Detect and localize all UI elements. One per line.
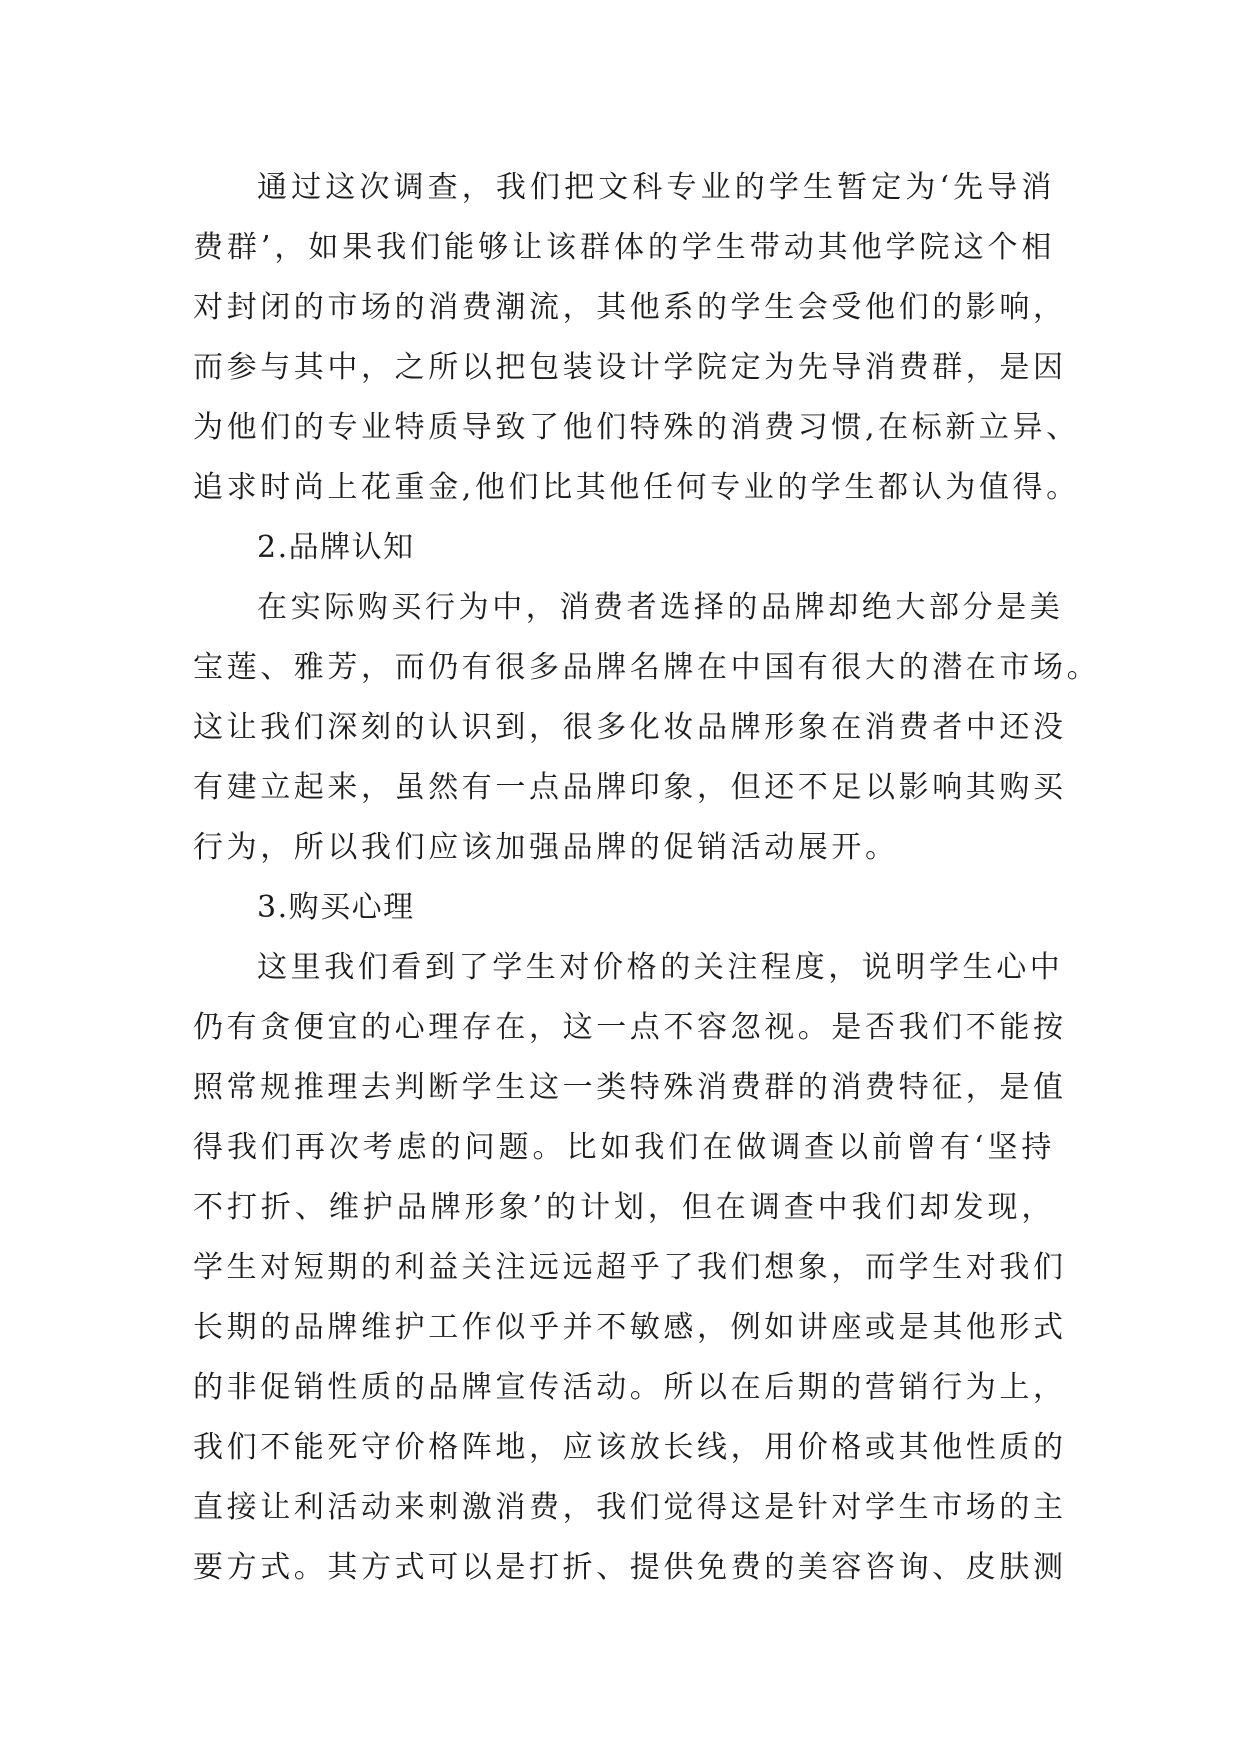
paragraph-line: 直接让利活动来刺激消费，我们觉得这是针对学生市场的主 [193,1490,1067,1525]
paragraph-line: 不打折、维护品牌形象’的计划，但在调查中我们却发现， [193,1190,1055,1225]
paragraph-line: 对封闭的市场的消费潮流，其他系的学生会受他们的影响， [193,290,1067,325]
paragraph-line: 费群’，如果我们能够让该群体的学生带动其他学院这个相 [193,230,1055,265]
paragraph-line: 通过这次调查，我们把文科专业的学生暂定为‘先导消 [257,170,1055,205]
section-heading-purchase-psychology: 3.购买心理 [257,890,415,925]
paragraph-line: 这里我们看到了学生对价格的关注程度，说明学生心中 [257,950,1064,985]
document-body [193,158,1101,1598]
paragraph-line: 得我们再次考虑的问题。比如我们在做调查以前曾有‘坚持 [193,1130,1055,1165]
paragraph-line: 学生对短期的利益关注远远超乎了我们想象，而学生对我们 [193,1250,1067,1285]
paragraph-line: 我们不能死守价格阵地，应该放长线，用价格或其他性质的 [193,1430,1067,1465]
paragraph-line: 有建立起来，虽然有一点品牌印象，但还不足以影响其购买 [193,770,1067,805]
paragraph-line: 宝莲、雅芳，而仍有很多品牌名牌在中国有很大的潜在市场。 [193,650,1101,685]
paragraph-line: 为他们的专业特质导致了他们特殊的消费习惯,在标新立异、 [193,410,1080,445]
paragraph-line: 照常规推理去判断学生这一类特殊消费群的消费特征，是值 [193,1070,1067,1105]
paragraph-line: 要方式。其方式可以是打折、提供免费的美容咨询、皮肤测 [193,1550,1067,1585]
paragraph-line: 长期的品牌维护工作似乎并不敏感，例如讲座或是其他形式 [193,1310,1067,1345]
paragraph-line: 行为，所以我们应该加强品牌的促销活动展开。 [193,830,899,865]
paragraph-line: 在实际购买行为中，消费者选择的品牌却绝大部分是美 [257,590,1064,625]
paragraph-line: 而参与其中，之所以把包装设计学院定为先导消费群，是因 [193,350,1067,385]
paragraph-line: 的非促销性质的品牌宣传活动。所以在后期的营销行为上， [193,1370,1067,1405]
section-heading-brand-awareness: 2.品牌认知 [257,530,415,565]
paragraph-line: 这让我们深刻的认识到，很多化妆品牌形象在消费者中还没 [193,710,1067,745]
paragraph-line: 仍有贪便宜的心理存在，这一点不容忽视。是否我们不能按 [193,1010,1067,1045]
paragraph-line: 追求时尚上花重金,他们比其他任何专业的学生都认为值得。 [193,470,1080,505]
